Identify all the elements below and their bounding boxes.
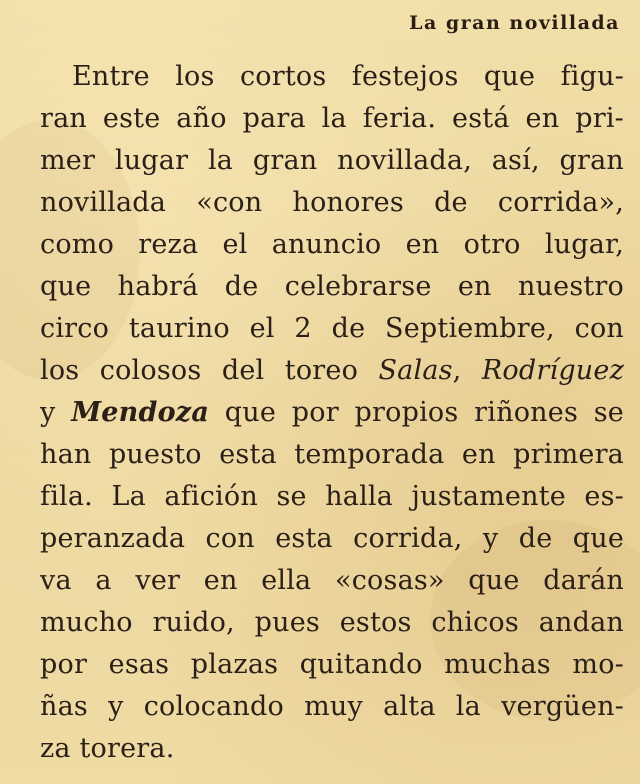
text-line: que habrá de celebrarse en nuestro <box>40 271 624 302</box>
text-line: ran este año para la feria. está en pri- <box>40 103 624 134</box>
bullfighter-name: Salas <box>378 355 453 386</box>
text-line: Entre los cortos festejos que figu- <box>72 61 624 92</box>
article-heading: La gran novillada <box>409 12 620 34</box>
text-line: como reza el anuncio en otro lugar, <box>40 229 624 260</box>
text-line: han puesto esta temporada en primera <box>40 439 624 470</box>
bullfighter-name: Rodríguez <box>481 355 624 386</box>
text-line: y Mendoza que por propios riñones se <box>40 397 624 428</box>
text-line: fila. La afición se halla justamente es- <box>40 481 624 512</box>
text-line: los colosos del toreo Salas, Rodríguez <box>40 355 624 386</box>
text-line: mucho ruido, pues estos chicos andan <box>40 607 624 638</box>
text-line: za torera. <box>40 733 175 764</box>
text-line: peranzada con esta corrida, y de que <box>40 523 624 554</box>
text-line: circo taurino el 2 de Septiembre, con <box>40 313 624 344</box>
bullfighter-name: Mendoza <box>71 397 210 428</box>
text-line: mer lugar la gran novillada, así, gran <box>40 145 624 176</box>
text-line: va a ver en ella «cosas» que darán <box>40 565 624 596</box>
text-line: ñas y colocando muy alta la vergüen- <box>40 691 624 722</box>
text-line: novillada «con honores de corrida», <box>40 187 624 218</box>
text-line: por esas plazas quitando muchas mo- <box>40 649 624 680</box>
